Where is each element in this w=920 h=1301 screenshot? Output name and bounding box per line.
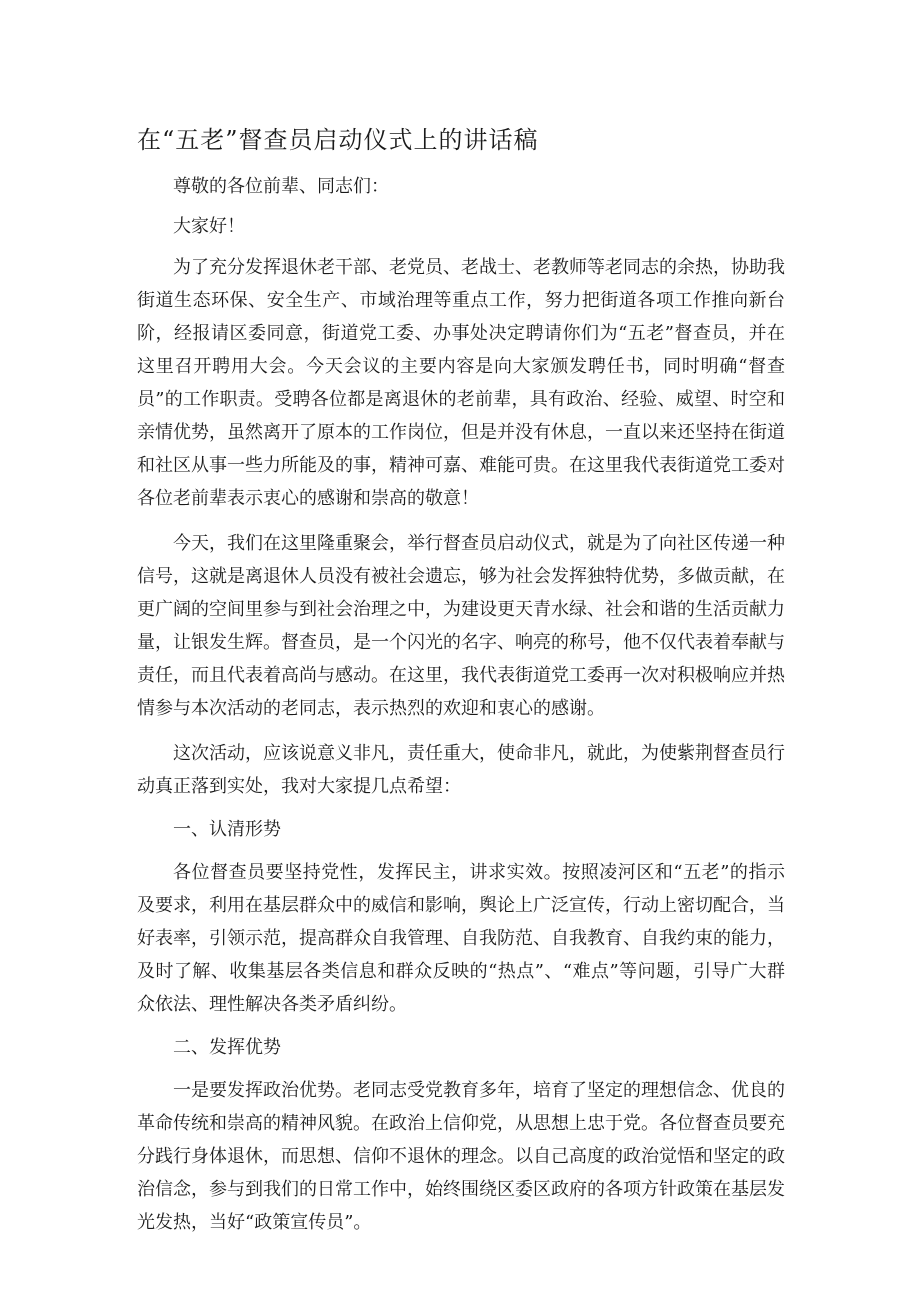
salutation-paragraph: 尊敬的各位前辈、同志们： (173, 176, 389, 197)
body-paragraph: 为了充分发挥退休老干部、老党员、老战士、老教师等老同志的余热，协助我街道生态环保、安全生产、市域治理等重点工作，努力把街道各项工作推向新台阶，经报请区委同意，街道党工委、办事处决定聘请你们为“五老”督查员，并在这里召开聘用大会。今天会议的主要内容是向大家颁发聘任书，同时明确“督查员”的工作职责。受聘各位都是离退休的老前辈，具有政治、经验、威望、时空和亲情优势，虽然离开了原本的工作岗位，但是并没有休息，一直以来还坚持在街道和社区从事一些力所能及的事，精神可嘉、难能可贵。在这里我代表街道党工委对各位老前辈表示衷心的感谢和崇高的敬意！ (137, 257, 785, 509)
section-heading: 一、认清形势 (173, 819, 281, 840)
greeting-paragraph: 大家好！ (173, 216, 245, 237)
body-paragraph: 各位督查员要坚持党性，发挥民主，讲求实效。按照凌河区和“五老”的指示及要求，利用在基层群众中的威信和影响，舆论上广泛宣传，行动上密切配合，当好表率，引领示范，提高群众自我管理、自我防范、自我教育、自我约束的能力，及时了解、收集基层各类信息和群众反映的“热点”、“难点”等问题，引导广大群众依法、理性解决各类矛盾纠纷。 (137, 862, 785, 1015)
document-body (137, 170, 785, 1239)
body-paragraph: 这次活动，应该说意义非凡，责任重大，使命非凡，就此，为使紫荆督查员行动真正落到实处，我对大家提几点希望： (137, 743, 785, 797)
body-paragraph: 今天，我们在这里隆重聚会，举行督查员启动仪式，就是为了向社区传递一种信号，这就是离退休人员没有被社会遗忘，够为社会发挥独特优势，多做贡献，在更广阔的空间里参与到社会治理之中，为建设更天青水绿、社会和谐的生活贡献力量，让银发生辉。督查员，是一个闪光的名字、响亮的称号，他不仅代表着奉献与责任，而且代表着高尚与感动。在这里，我代表街道党工委再一次对积极响应并热情参与本次活动的老同志，表示热烈的欢迎和衷心的感谢。 (137, 533, 785, 719)
section-heading: 二、发挥优势 (173, 1037, 281, 1058)
body-paragraph: 一是要发挥政治优势。老同志受党教育多年，培育了坚定的理想信念、优良的革命传统和崇高的精神风貌。在政治上信仰党，从思想上忠于党。各位督查员要充分践行身体退休，而思想、信仰不退休的理念。以自己高度的政治觉悟和坚定的政治信念，参与到我们的日常工作中，始终围绕区委区政府的各项方针政策在基层发光发热，当好“政策宣传员”。 (137, 1080, 785, 1233)
document-title: 在“五老”督查员启动仪式上的讲话稿 (137, 126, 539, 154)
